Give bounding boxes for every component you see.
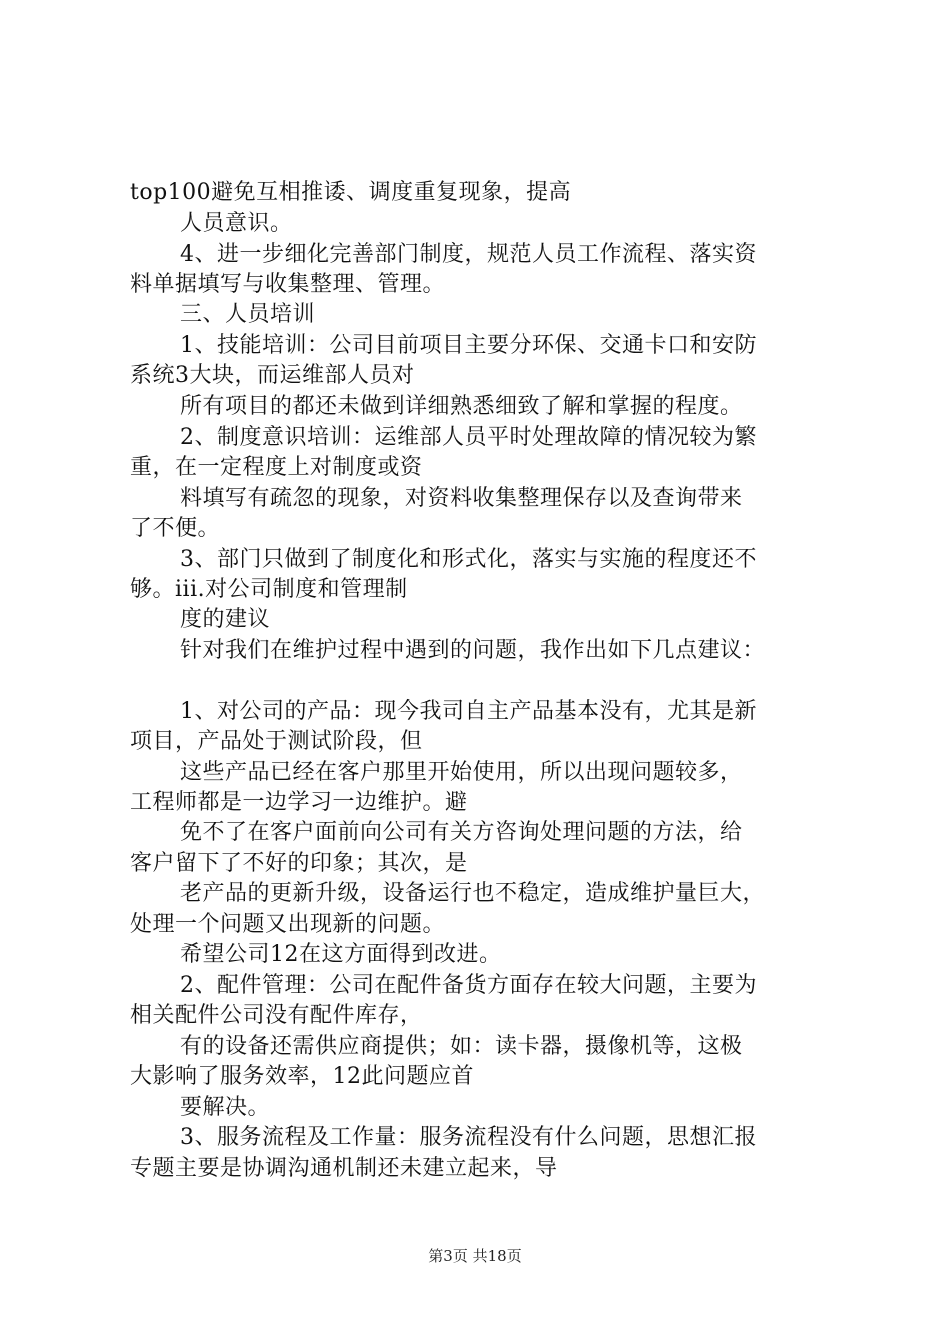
text-line: 工程师都是一边学习一边维护。避 <box>130 790 468 815</box>
text-line: 大影响了服务效率，12此问题应首 <box>130 1064 474 1089</box>
text-line: top100避免互相推诿、调度重复现象，提高 <box>130 180 572 205</box>
text-line: 专题主要是协调沟通机制还未建立起来，导 <box>130 1156 558 1181</box>
text-line: 这些产品已经在客户那里开始使用，所以出现问题较多， <box>180 760 743 785</box>
text-line: 有的设备还需供应商提供；如：读卡器，摄像机等，这极 <box>180 1034 743 1059</box>
text-line: 4、进一步细化完善部门制度，规范人员工作流程、落实资 <box>180 242 757 267</box>
text-line: 3、部门只做到了制度化和形式化，落实与实施的程度还不 <box>180 547 757 572</box>
text-line: 够。iii.对公司制度和管理制 <box>130 577 408 602</box>
text-line: 度的建议 <box>180 607 271 632</box>
text-line: 2、配件管理：公司在配件备货方面存在较大问题，主要为 <box>180 973 757 998</box>
text-line: 所有项目的都还未做到详细熟悉细致了解和掌握的程度。 <box>180 394 743 419</box>
text-line: 1、对公司的产品：现今我司自主产品基本没有，尤其是新 <box>180 699 757 724</box>
text-line: 免不了在客户面前向公司有关方咨询处理问题的方法，给 <box>180 820 743 845</box>
text-line: 希望公司12在这方面得到改进。 <box>180 942 502 967</box>
text-line: 重，在一定程度上对制度或资 <box>130 455 423 480</box>
text-line: 老产品的更新升级，设备运行也不稳定，造成维护量巨大， <box>180 881 766 906</box>
text-line: 3、服务流程及工作量：服务流程没有什么问题，思想汇报 <box>180 1125 757 1150</box>
section-heading: 三、人员培训 <box>180 302 316 327</box>
page-footer: 第3页 共18页 <box>428 1247 522 1265</box>
text-line: 系统3大块，而运维部人员对 <box>130 363 415 388</box>
text-line: 2、制度意识培训：运维部人员平时处理故障的情况较为繁 <box>180 425 757 450</box>
text-line: 客户留下了不好的印象；其次，是 <box>130 851 468 876</box>
text-line: 料填写有疏忽的现象，对资料收集整理保存以及查询带来 <box>180 486 743 511</box>
text-line: 项目，产品处于测试阶段，但 <box>130 729 423 754</box>
text-line: 针对我们在维护过程中遇到的问题，我作出如下几点建议： <box>180 638 766 663</box>
text-line: 了不便。 <box>130 516 221 541</box>
text-line: 料单据填写与收集整理、管理。 <box>130 272 446 297</box>
text-line: 1、技能培训：公司目前项目主要分环保、交通卡口和安防 <box>180 333 757 358</box>
text-line: 处理一个问题又出现新的问题。 <box>130 912 446 937</box>
text-line: 相关配件公司没有配件库存， <box>130 1003 423 1028</box>
text-line: 人员意识。 <box>180 211 293 236</box>
text-line: 要解决。 <box>180 1095 271 1120</box>
